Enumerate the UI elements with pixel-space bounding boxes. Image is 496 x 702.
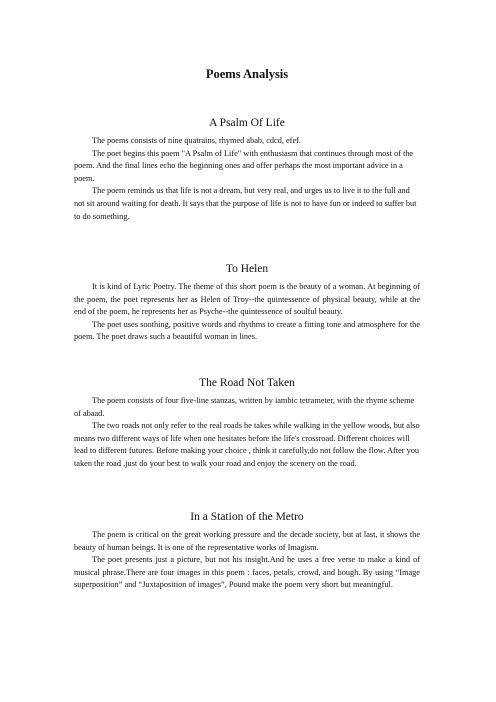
section-heading: A Psalm Of Life xyxy=(209,117,285,129)
section-in-a-station-of-the-metro xyxy=(74,510,420,592)
paragraph: The poet begins this poem "A Psalm of Life" with enthusiasm that continues through most of the poem. And the final lines echo the beginning ones and offer perhaps the most important advice in a poem. xyxy=(74,148,414,183)
section-heading: In a Station of the Metro xyxy=(190,511,304,523)
section-to-helen xyxy=(74,262,420,344)
paragraph: The poem reminds us that life is not a dream, but very real, and urges us to live it to the full and not sit around waiting for death. It says that the purpose of life is not to have fun or indeed to suffer but to do something. xyxy=(74,186,417,221)
paragraph: The poems consists of nine quatrains, rhymed abab, cdcd, efef. xyxy=(92,136,301,145)
paragraph: The poem is critical on the great working pressure and the decade society, but at last, it shows the beauty of human beings. It is one of the representative works of Imagism. xyxy=(74,530,420,552)
paragraph: The poet presents just a picture, but not his insight.And he uses a free verse to make a kind of musical phrase.There are four images in this poem : faces, petals, crowd, and bough. By using “Image superposition” and “Juxtaposition of images”, Pound make the poem very short but meaningful. xyxy=(74,555,420,590)
section-the-road-not-taken xyxy=(74,376,420,471)
paragraph: It is kind of Lyric Poetry. The theme of this short poem is the beauty of a woman. At beginning of the poem, the poet represents her as Helen of Troy--the quintessence of physical beauty, while at the end of the poem, he represents her as Psyche--the quintessence of soulful beauty. xyxy=(74,282,420,317)
paragraph: The poem consists of four five-line stanzas, written by iambic tetrameter, with the rhyme scheme of abaad. xyxy=(74,396,415,418)
paragraph: The poet uses soothing, positive words and rhythms to create a fitting tone and atmosphere for the poem. The poet draws such a beautiful woman in lines. xyxy=(74,319,420,342)
document-title: Poems Analysis xyxy=(205,67,289,81)
section-heading: The Road Not Taken xyxy=(199,377,295,389)
section-heading: To Helen xyxy=(225,263,269,275)
section-a-psalm-of-life xyxy=(74,116,420,223)
paragraph: The two roads not only refer to the real roads he takes while walking in the yellow woods, but also means two different ways of life when one hesitates before the life's crossroad. Different choices will lead to different futures. Before making your choice , think it carefully,do not follow the flow. After you taken the road ,just do your best to walk your road and enjoy the scenery on the road. xyxy=(74,421,420,468)
